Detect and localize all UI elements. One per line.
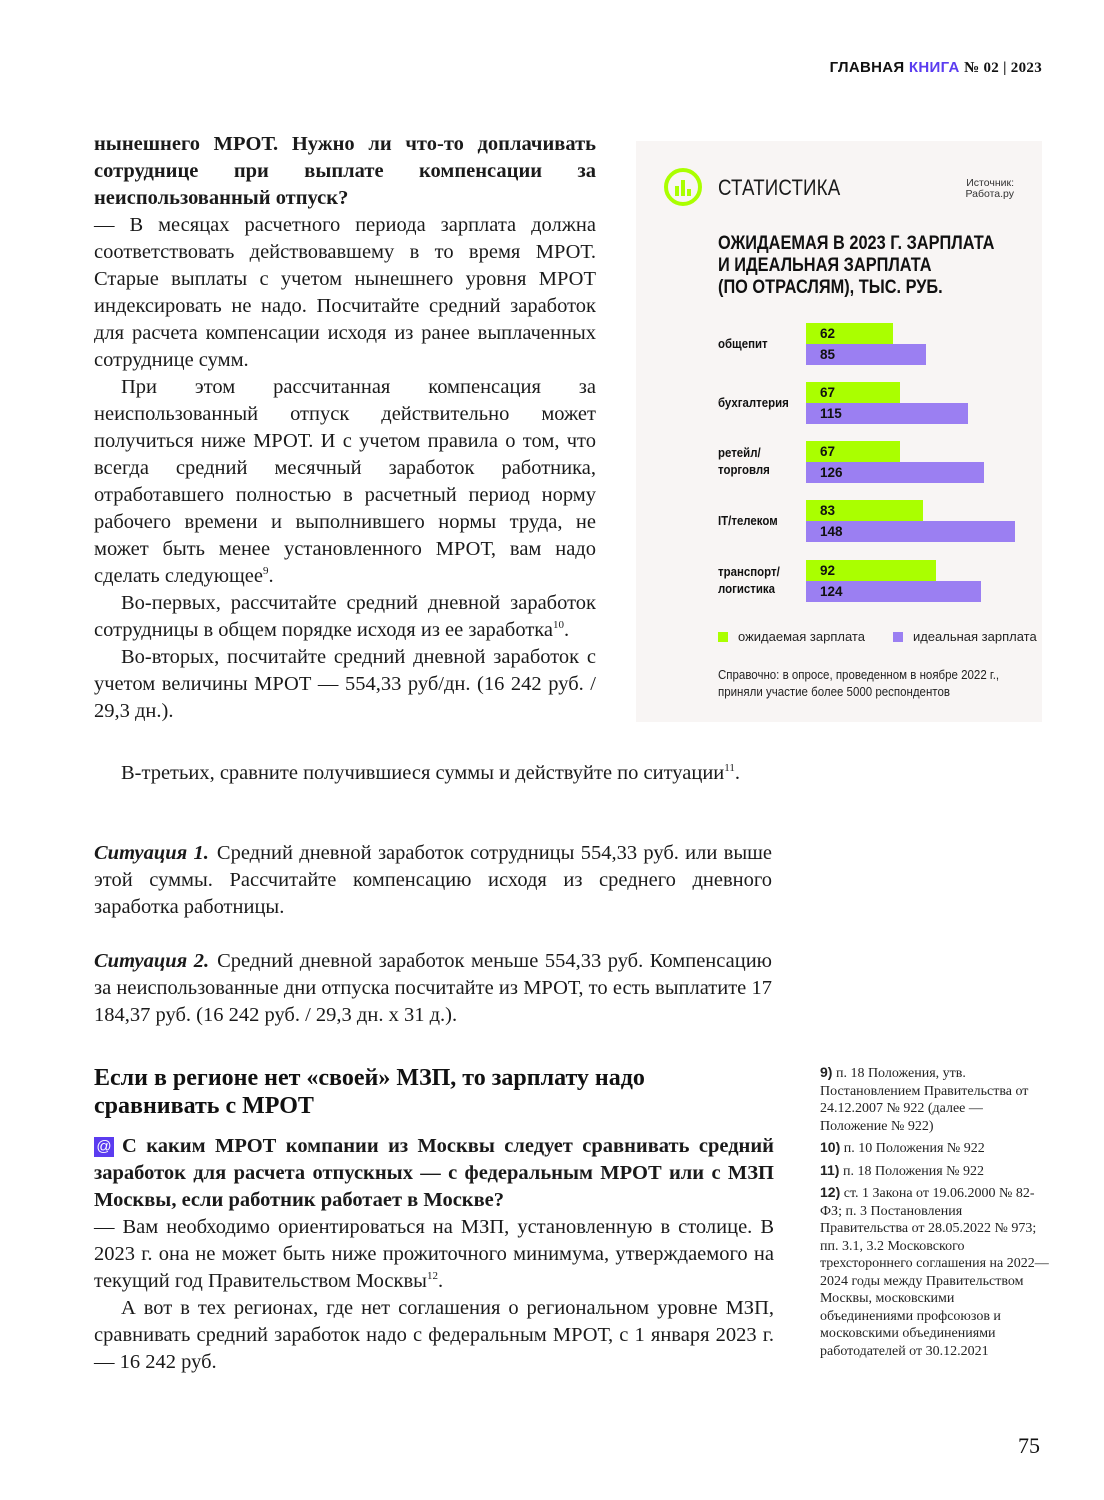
footnotes — [820, 1064, 1050, 1364]
bar-expected: 83 — [806, 500, 923, 521]
statistics-panel — [636, 141, 1042, 722]
legend-swatch — [718, 632, 728, 642]
legend-item-ideal: идеальная зарплата — [893, 629, 1037, 644]
survey-note: Справочно: в опросе, проведенном в ноябре 2022 г., приняли участие более 5000 респондентов — [718, 668, 1000, 699]
chart-legend — [718, 629, 1037, 644]
chart-group — [636, 323, 1042, 363]
left-column — [94, 131, 596, 725]
footnote: 10) п. 10 Положения № 922 — [820, 1139, 985, 1156]
footnote: 12) ст. 1 Закона от 19.06.2000 № 82-ФЗ; п. 3 Постановления Правительства от 28.05.2022 № 973; пп. 3.1, 3.2 Московского трехстороннего соглашения на 2022—2024 годы между Правительством Москвы, московскими объединениями профсоюзов и московскими объединениями работодателей от 30.12.2021 — [820, 1184, 1049, 1359]
category-label: бухгалтерия — [718, 395, 789, 410]
chart-title: ОЖИДАЕМАЯ В 2023 Г. ЗАРПЛАТА И ИДЕАЛЬНАЯ ЗАРПЛАТА (ПО ОТРАСЛЯМ), ТЫС. РУБ. — [718, 233, 995, 298]
bar-expected: 62 — [806, 323, 893, 344]
at-icon: @ — [94, 1137, 114, 1157]
chart-group — [636, 382, 1042, 422]
bar-ideal: 126 — [806, 462, 984, 483]
section-heading: Если в регионе нет «своей» МЗП, то зарплату надо сравнивать с МРОТ — [94, 1065, 645, 1119]
chart-group — [636, 560, 1042, 600]
paragraph: При этом рассчитанная компенсация за неиспользованный отпуск действительно может получиться ниже МРОТ. И с учетом правила о том, что всегда средний месячный заработок работника, отработавшего полностью в расчетный период норму рабочего времени и выполнившего нормы труда, не может быть менее установленного МРОТ, вам надо сделать следующее$^9$. — [94, 376, 596, 587]
statistics-label: СТАТИСТИКА — [718, 175, 841, 200]
situation-label: Ситуация 2. — [94, 950, 210, 972]
situation-1: Ситуация 1. Средний дневной заработок сотрудницы 554,33 руб. или выше этой суммы. Рассчитайте компенсацию исходя из среднего дневного заработка работницы. — [94, 842, 772, 918]
category-label: транспорт/ логистика — [718, 564, 780, 596]
footnote-ref[interactable]: 10 — [553, 619, 565, 632]
paragraph: А вот в тех регионах, где нет соглашения о региональном уровне МЗП, сравнивать средний заработок надо с федеральным МРОТ, с 1 января 2023 г. — 16 242 руб. — [94, 1297, 774, 1373]
legend-item-expected: ожидаемая зарплата — [718, 629, 865, 644]
category-label: ретейл/ торговля — [718, 445, 770, 477]
question-text: нынешнего МРОТ. Нужно ли что-то доплачивать сотруднице при выплате компенсации за неиспользованный отпуск? — [94, 133, 596, 209]
question-text: @ С каким МРОТ компании из Москвы следует сравнивать средний заработок для расчета отпускных — с федеральным МРОТ или с МЗП Москвы, если работник работает в Москве? — [94, 1135, 774, 1211]
chart-group — [636, 441, 1042, 481]
bar-ideal: 85 — [806, 344, 926, 365]
bar-expected: 67 — [806, 441, 900, 462]
situation-2: Ситуация 2. Средний дневной заработок меньше 554,33 руб. Компенсацию за неиспользованные дни отпуска посчитайте из МРОТ, то есть выплатите 17 184,37 руб. (16 242 руб. / 29,3 дн. х 31 д.). — [94, 950, 772, 1026]
running-head — [830, 59, 1042, 77]
chart-group — [636, 500, 1042, 540]
footnote: 11) п. 18 Положения № 922 — [820, 1161, 985, 1179]
magazine-name-part1: ГЛАВНАЯ — [829, 59, 905, 76]
footnote: 9) п. 18 Положения, утв. Постановлением Правительства от 24.12.2007 № 922 (далее — Положение № 922) — [820, 1064, 1029, 1134]
magazine-name-part2: КНИГА — [908, 59, 960, 76]
footnote-ref[interactable]: 12 — [426, 1270, 438, 1283]
paragraph: Во-первых, рассчитайте средний дневной заработок сотрудницы в общем порядке исходя из ее заработка$^{10}$. — [94, 592, 596, 641]
situation-label: Ситуация 1. — [94, 842, 209, 864]
bar-ideal: 148 — [806, 521, 1015, 542]
answer-paragraph: — В месяцах расчетного периода зарплата должна соответствовать действовавшему в то время МРОТ. Старые выплаты с учетом нынешнего уровня МРОТ индексировать не надо. Посчитайте средний заработок для расчета компенсации исходя из ранее выплаченных сотруднице сумм. — [94, 214, 596, 371]
paragraph: Во-вторых, посчитайте средний дневной заработок с учетом величины МРОТ — 554,33 руб/дн. (16 242 руб. / 29,3 дн.). — [94, 646, 596, 722]
legend-swatch — [893, 632, 903, 642]
bar-expected: 92 — [806, 560, 936, 581]
bar-expected: 67 — [806, 382, 900, 403]
footnote-ref[interactable]: 11 — [724, 762, 735, 775]
footnote-ref[interactable]: 9 — [263, 565, 269, 578]
paragraph-wide: В-третьих, сравните получившиеся суммы и действуйте по ситуации$^{11}$. — [121, 762, 740, 784]
source-note: Источник: Работа.ру — [965, 177, 1014, 200]
page-number: 75 — [1018, 1433, 1040, 1458]
bar-chart-circle-icon — [663, 167, 703, 207]
issue-number: № 02 | 2023 — [964, 60, 1042, 76]
answer-paragraph: — Вам необходимо ориентироваться на МЗП, установленную в столице. В 2023 г. она не может быть ниже прожиточного минимума, утверждаемого на текущий год Правительством Москвы$^{12}$. — [94, 1216, 774, 1292]
section — [94, 1064, 774, 1376]
category-label: IT/телеком — [718, 513, 778, 528]
bar-ideal: 124 — [806, 581, 981, 602]
bar-ideal: 115 — [806, 403, 968, 424]
category-label: общепит — [718, 336, 768, 351]
